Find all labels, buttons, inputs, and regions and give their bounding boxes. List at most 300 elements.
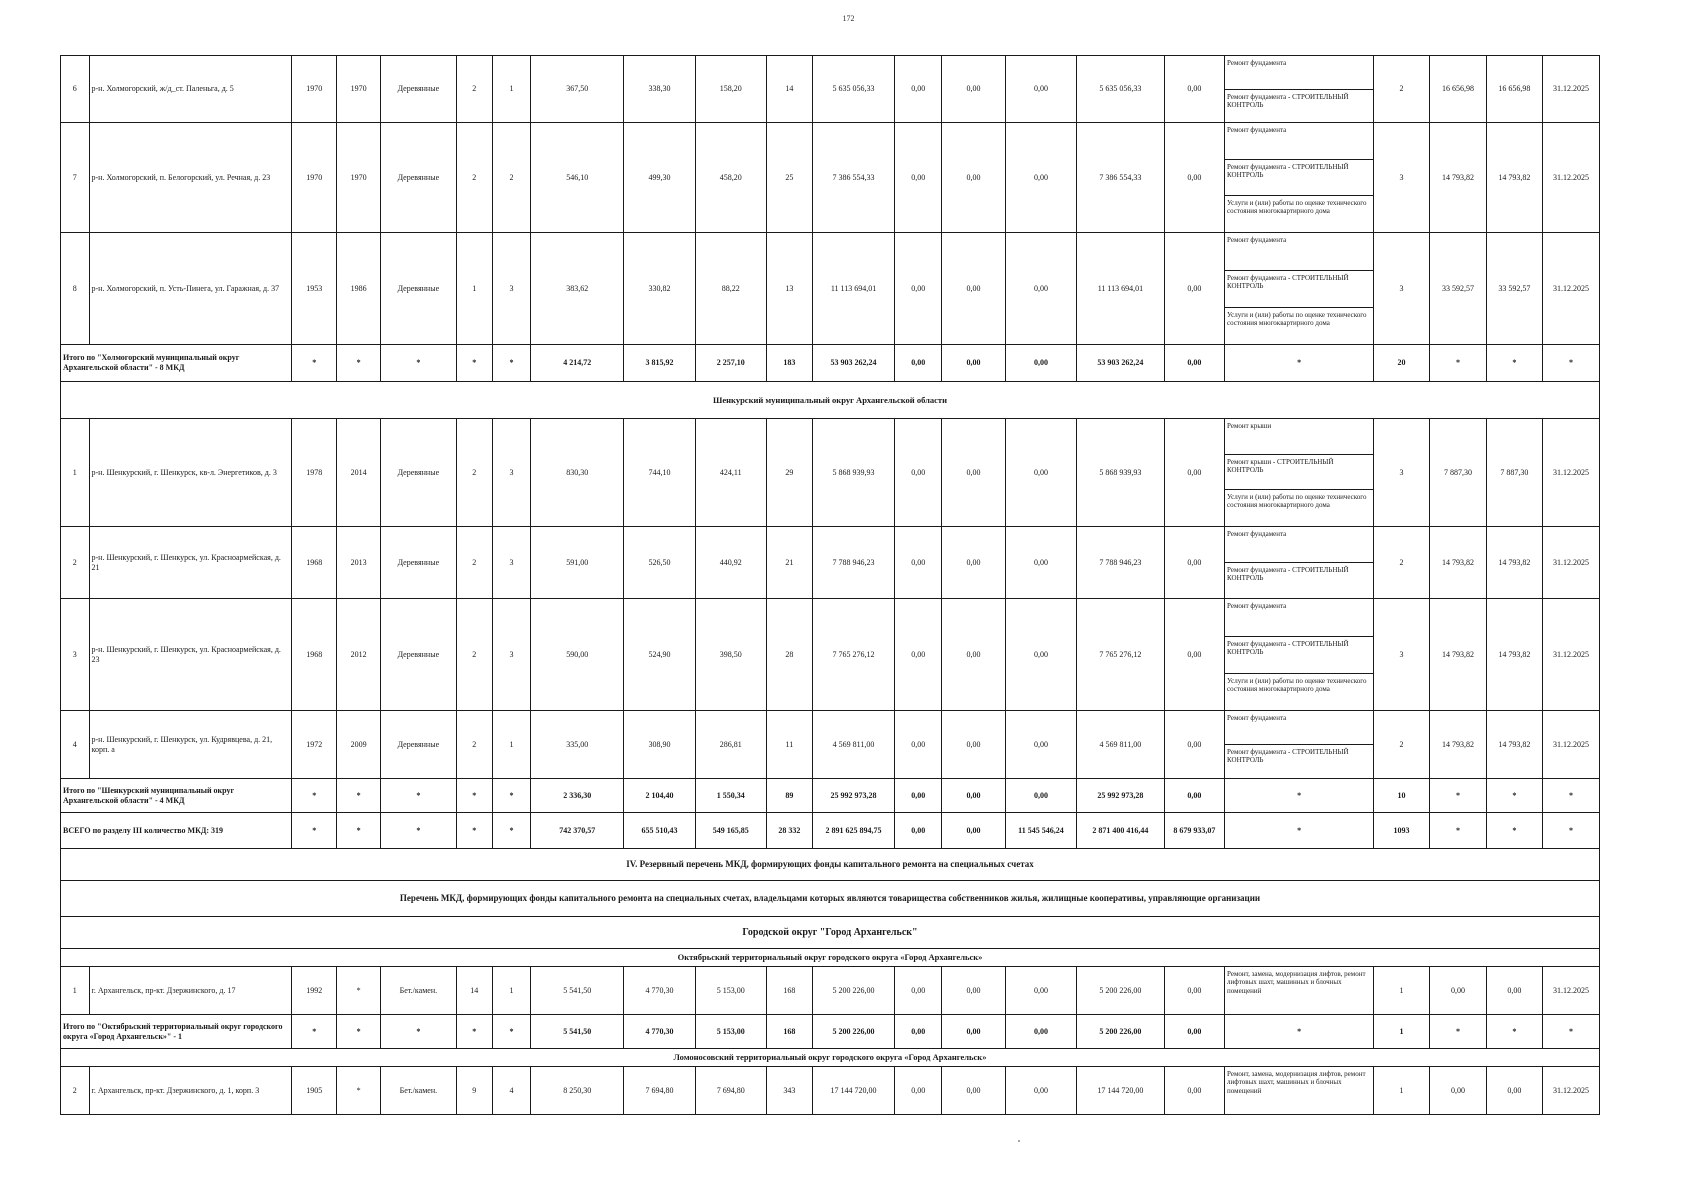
cell-date: 31.12.2025: [1542, 233, 1599, 345]
cell-star: *: [1542, 813, 1599, 849]
cell-f2: 0,00: [942, 56, 1006, 123]
cell-p1: 14 793,82: [1429, 711, 1486, 779]
cell-f5: 0,00: [1164, 233, 1224, 345]
cell-star: *: [492, 779, 530, 813]
cell-s2: 655 510,43: [624, 813, 695, 849]
cell-f1: 0,00: [895, 419, 942, 527]
cell-star: *: [292, 345, 337, 382]
work-item: Ремонт фундамента: [1227, 236, 1287, 244]
cell-cost: 5 635 056,33: [812, 56, 894, 123]
district-header-text: Октябрьский территориальный округ городского округа «Город Архангельск»: [61, 949, 1600, 967]
cell-f5: 8 679 933,07: [1164, 813, 1224, 849]
cell-s1: 5 541,50: [531, 967, 624, 1015]
cell-f2: 0,00: [942, 813, 1006, 849]
cell-n: 8: [61, 233, 90, 345]
cell-res: 168: [766, 1015, 812, 1049]
cell-res: 29: [766, 419, 812, 527]
cell-res: 168: [766, 967, 812, 1015]
cell-f2: 0,00: [942, 123, 1006, 233]
cell-star: *: [381, 779, 457, 813]
cell-cost: 5 200 226,00: [812, 1015, 894, 1049]
cell-p2: 16 656,98: [1486, 56, 1542, 123]
cell-f3: 0,00: [1005, 779, 1076, 813]
cell-p1: 16 656,98: [1429, 56, 1486, 123]
cell-p2: 14 793,82: [1486, 599, 1542, 711]
cell-en: 3: [492, 233, 530, 345]
cell-cnt: 3: [1374, 419, 1430, 527]
cell-s3: 458,20: [695, 123, 766, 233]
cell-f4: 7 788 946,23: [1077, 527, 1165, 599]
work-item: Ремонт фундамента - СТРОИТЕЛЬНЫЙ КОНТРОЛЬ: [1225, 159, 1373, 195]
cell-f3: 0,00: [1005, 599, 1076, 711]
work-item: Ремонт фундамента: [1227, 126, 1287, 134]
cell-s2: 308,90: [624, 711, 695, 779]
cell-star: *: [492, 1015, 530, 1049]
cell-mat: Деревянные: [381, 56, 457, 123]
cell-fl: 1: [456, 233, 492, 345]
cell-s1: 742 370,57: [531, 813, 624, 849]
cell-f1: 0,00: [895, 1067, 942, 1115]
total-label: Итого по "Октябрьский территориальный округ городского округа «Город Архангельск»" - 1: [61, 1015, 292, 1049]
cell-f5: 0,00: [1164, 711, 1224, 779]
cell-star: *: [337, 813, 381, 849]
cell-p1: 7 887,30: [1429, 419, 1486, 527]
table-row: [61, 711, 1600, 779]
cell-star: *: [1225, 813, 1374, 849]
cell-f5: 0,00: [1164, 527, 1224, 599]
work-item: Услуги и (или) работы по оценке технического состояния многоквартирного дома: [1225, 195, 1373, 231]
cell-res: 28: [766, 599, 812, 711]
cell-cnt: 10: [1374, 779, 1430, 813]
cell-n: 2: [61, 1067, 90, 1115]
cell-mat: Деревянные: [381, 599, 457, 711]
work-item: Ремонт фундамента: [1227, 602, 1287, 610]
cell-star: *: [1429, 1015, 1486, 1049]
cell-y2: 1970: [337, 123, 381, 233]
cell-f4: 11 113 694,01: [1077, 233, 1165, 345]
cell-s1: 591,00: [531, 527, 624, 599]
cell-cnt: 2: [1374, 56, 1430, 123]
cell-s2: 2 104,40: [624, 779, 695, 813]
cell-f4: 7 386 554,33: [1077, 123, 1165, 233]
cell-en: 1: [492, 711, 530, 779]
cell-f3: 0,00: [1005, 711, 1076, 779]
cell-star: *: [456, 779, 492, 813]
cell-en: 1: [492, 967, 530, 1015]
register-body: [61, 56, 1600, 1115]
cell-s3: 5 153,00: [695, 1015, 766, 1049]
group-header-text: Шенкурский муниципальный округ Архангельской области: [61, 382, 1600, 419]
cell-cnt: 3: [1374, 233, 1430, 345]
cell-cnt: 20: [1374, 345, 1430, 382]
work-item: Ремонт, замена, модернизация лифтов, ремонт лифтовых шахт, машинных и блочных помещений: [1227, 970, 1366, 995]
cell-cost: 25 992 973,28: [812, 779, 894, 813]
cell-cost: 5 868 939,93: [812, 419, 894, 527]
cell-star: *: [381, 813, 457, 849]
work-item: Ремонт фундамента - СТРОИТЕЛЬНЫЙ КОНТРОЛЬ: [1225, 744, 1373, 777]
cell-f1: 0,00: [895, 345, 942, 382]
cell-n: 3: [61, 599, 90, 711]
cell-mat: Бет./камен.: [381, 1067, 457, 1115]
cell-f3: 0,00: [1005, 233, 1076, 345]
cell-addr: р-н. Шенкурский, г. Шенкурск, кв-л. Энергетиков, д. 3: [89, 419, 292, 527]
cell-y2: *: [337, 1067, 381, 1115]
cell-date: 31.12.2025: [1542, 419, 1599, 527]
cell-fl: 2: [456, 56, 492, 123]
cell-star: *: [1225, 1015, 1374, 1049]
cell-cost: 2 891 625 894,75: [812, 813, 894, 849]
cell-star: *: [1486, 779, 1542, 813]
cell-f1: 0,00: [895, 56, 942, 123]
cell-n: 7: [61, 123, 90, 233]
cell-y2: 2013: [337, 527, 381, 599]
cell-date: 31.12.2025: [1542, 527, 1599, 599]
cell-s1: 5 541,50: [531, 1015, 624, 1049]
cell-s3: 158,20: [695, 56, 766, 123]
page-number: 172: [842, 14, 855, 23]
cell-y2: 1986: [337, 233, 381, 345]
total-label: ВСЕГО по разделу III количество МКД: 319: [61, 813, 292, 849]
cell-f4: 2 871 400 416,44: [1077, 813, 1165, 849]
cell-star: *: [1486, 1015, 1542, 1049]
table-row: [61, 967, 1600, 1015]
cell-cnt: 2: [1374, 711, 1430, 779]
table-row: [61, 123, 1600, 233]
cell-res: 13: [766, 233, 812, 345]
cell-y2: 2009: [337, 711, 381, 779]
cell-f2: 0,00: [942, 779, 1006, 813]
work-item: Ремонт фундамента - СТРОИТЕЛЬНЫЙ КОНТРОЛЬ: [1225, 636, 1373, 673]
cell-y2: 1970: [337, 56, 381, 123]
city-header-text: Городской округ "Город Архангельск": [61, 917, 1600, 949]
cell-f2: 0,00: [942, 711, 1006, 779]
cell-works: [1225, 527, 1374, 599]
cell-y1: 1978: [292, 419, 337, 527]
cell-y1: 1968: [292, 599, 337, 711]
cell-y1: 1968: [292, 527, 337, 599]
cell-s3: 440,92: [695, 527, 766, 599]
cell-s1: 830,30: [531, 419, 624, 527]
cell-f1: 0,00: [895, 779, 942, 813]
cell-en: 3: [492, 527, 530, 599]
cell-star: *: [492, 345, 530, 382]
cell-res: 25: [766, 123, 812, 233]
cell-cost: 5 200 226,00: [812, 967, 894, 1015]
cell-y1: 1953: [292, 233, 337, 345]
cell-n: 4: [61, 711, 90, 779]
cell-star: *: [292, 1015, 337, 1049]
cell-star: *: [492, 813, 530, 849]
cell-s1: 546,10: [531, 123, 624, 233]
cell-f5: 0,00: [1164, 419, 1224, 527]
cell-f1: 0,00: [895, 967, 942, 1015]
section-subtitle: [61, 881, 1600, 917]
cell-y1: 1992: [292, 967, 337, 1015]
cell-star: *: [456, 813, 492, 849]
work-item: Ремонт фундамента - СТРОИТЕЛЬНЫЙ КОНТРОЛЬ: [1225, 89, 1373, 122]
cell-p1: 0,00: [1429, 1067, 1486, 1115]
cell-star: *: [381, 1015, 457, 1049]
work-item: Услуги и (или) работы по оценке технического состояния многоквартирного дома: [1225, 673, 1373, 710]
cell-s1: 383,62: [531, 233, 624, 345]
cell-cost: 7 765 276,12: [812, 599, 894, 711]
cell-f4: 5 200 226,00: [1077, 967, 1165, 1015]
cell-star: *: [1429, 779, 1486, 813]
section-title-text: IV. Резервный перечень МКД, формирующих фонды капитального ремонта на специальных счетах: [61, 849, 1600, 881]
cell-mat: Деревянные: [381, 711, 457, 779]
cell-s1: 2 336,30: [531, 779, 624, 813]
cell-star: *: [292, 779, 337, 813]
cell-y2: *: [337, 967, 381, 1015]
cell-f4: 17 144 720,00: [1077, 1067, 1165, 1115]
cell-fl: 2: [456, 527, 492, 599]
cell-f4: 5 868 939,93: [1077, 419, 1165, 527]
cell-f4: 5 635 056,33: [1077, 56, 1165, 123]
district-header-text: Ломоносовский территориальный округ городского округа «Город Архангельск»: [61, 1049, 1600, 1067]
total-row: [61, 1015, 1600, 1049]
cell-date: 31.12.2025: [1542, 1067, 1599, 1115]
cell-s3: 398,50: [695, 599, 766, 711]
cell-addr: р-н. Шенкурский, г. Шенкурск, ул. Кудрявцева, д. 21, корп. а: [89, 711, 292, 779]
cell-f5: 0,00: [1164, 1067, 1224, 1115]
work-item: Ремонт фундамента: [1227, 714, 1287, 722]
cell-works: [1225, 123, 1374, 233]
section-subtitle-text: Перечень МКД, формирующих фонды капитального ремонта на специальных счетах, владельцами которых являются товарищества собственников жилья, жилищные кооперативы, управляющие организации: [61, 881, 1600, 917]
cell-f1: 0,00: [895, 527, 942, 599]
cell-en: 4: [492, 1067, 530, 1115]
work-item: Ремонт фундамента: [1227, 59, 1287, 67]
cell-en: 3: [492, 419, 530, 527]
cell-star: *: [337, 779, 381, 813]
cell-f2: 0,00: [942, 527, 1006, 599]
work-item: Ремонт фундамента - СТРОИТЕЛЬНЫЙ КОНТРОЛЬ: [1225, 562, 1373, 597]
cell-res: 21: [766, 527, 812, 599]
district-header: [61, 949, 1600, 967]
cell-star: *: [1542, 1015, 1599, 1049]
cell-f5: 0,00: [1164, 967, 1224, 1015]
cell-p2: 0,00: [1486, 967, 1542, 1015]
cell-f3: 0,00: [1005, 1067, 1076, 1115]
cell-f1: 0,00: [895, 813, 942, 849]
cell-works: [1225, 711, 1374, 779]
cell-cnt: 1: [1374, 967, 1430, 1015]
register-table: [60, 55, 1600, 1115]
cell-f2: 0,00: [942, 419, 1006, 527]
total-row: [61, 345, 1600, 382]
cell-en: 3: [492, 599, 530, 711]
cell-fl: 2: [456, 711, 492, 779]
cell-s2: 338,30: [624, 56, 695, 123]
cell-date: 31.12.2025: [1542, 711, 1599, 779]
cell-f2: 0,00: [942, 599, 1006, 711]
cell-f3: 0,00: [1005, 967, 1076, 1015]
cell-res: 343: [766, 1067, 812, 1115]
cell-s2: 524,90: [624, 599, 695, 711]
cell-mat: Бет./камен.: [381, 967, 457, 1015]
cell-cnt: 1093: [1374, 813, 1430, 849]
cell-f1: 0,00: [895, 123, 942, 233]
table-row: [61, 419, 1600, 527]
cell-p2: 14 793,82: [1486, 711, 1542, 779]
cell-cost: 7 386 554,33: [812, 123, 894, 233]
cell-f4: 7 765 276,12: [1077, 599, 1165, 711]
cell-s2: 744,10: [624, 419, 695, 527]
cell-addr: р-н. Шенкурский, г. Шенкурск, ул. Красноармейская, д. 23: [89, 599, 292, 711]
cell-addr: г. Архангельск, пр-кт. Дзержинского, д. 1, корп. 3: [89, 1067, 292, 1115]
cell-y1: 1970: [292, 123, 337, 233]
cell-p1: 14 793,82: [1429, 527, 1486, 599]
total-row: [61, 779, 1600, 813]
cell-s1: 590,00: [531, 599, 624, 711]
cell-s3: 5 153,00: [695, 967, 766, 1015]
cell-n: 1: [61, 419, 90, 527]
cell-date: 31.12.2025: [1542, 56, 1599, 123]
cell-works: [1225, 419, 1374, 527]
cell-s1: 8 250,30: [531, 1067, 624, 1115]
cell-cnt: 2: [1374, 527, 1430, 599]
cell-addr: р-н. Холмогорский, ж/д_ст. Паленьга, д. 5: [89, 56, 292, 123]
cell-s2: 4 770,30: [624, 967, 695, 1015]
cell-cnt: 1: [1374, 1015, 1430, 1049]
cell-f5: 0,00: [1164, 56, 1224, 123]
cell-f4: 53 903 262,24: [1077, 345, 1165, 382]
cell-star: *: [1486, 345, 1542, 382]
cell-works: [1225, 599, 1374, 711]
cell-star: *: [337, 345, 381, 382]
cell-f4: 5 200 226,00: [1077, 1015, 1165, 1049]
cell-cost: 53 903 262,24: [812, 345, 894, 382]
cell-works: [1225, 56, 1374, 123]
cell-fl: 2: [456, 599, 492, 711]
cell-res: 183: [766, 345, 812, 382]
cell-p2: 7 887,30: [1486, 419, 1542, 527]
cell-star: *: [1225, 779, 1374, 813]
cell-cnt: 3: [1374, 123, 1430, 233]
cell-addr: г. Архангельск, пр-кт. Дзержинского, д. 17: [89, 967, 292, 1015]
cell-mat: Деревянные: [381, 233, 457, 345]
cell-p2: 14 793,82: [1486, 123, 1542, 233]
cell-works: [1225, 1067, 1374, 1115]
cell-works: [1225, 233, 1374, 345]
city-header: [61, 917, 1600, 949]
cell-p1: 14 793,82: [1429, 599, 1486, 711]
cell-s1: 367,50: [531, 56, 624, 123]
cell-f3: 0,00: [1005, 1015, 1076, 1049]
section-title: [61, 849, 1600, 881]
table-row: [61, 599, 1600, 711]
cell-f1: 0,00: [895, 1015, 942, 1049]
work-item: Ремонт фундамента: [1227, 530, 1287, 538]
cell-cost: 7 788 946,23: [812, 527, 894, 599]
cell-mat: Деревянные: [381, 123, 457, 233]
cell-y1: 1970: [292, 56, 337, 123]
total-label: Итого по "Холмогорский муниципальный округ Архангельской области" - 8 МКД: [61, 345, 292, 382]
cell-res: 14: [766, 56, 812, 123]
table-row: [61, 56, 1600, 123]
cell-n: 6: [61, 56, 90, 123]
work-item: Услуги и (или) работы по оценке технического состояния многоквартирного дома: [1225, 307, 1373, 344]
cell-y2: 2014: [337, 419, 381, 527]
cell-res: 28 332: [766, 813, 812, 849]
cell-s2: 4 770,30: [624, 1015, 695, 1049]
cell-s3: 88,22: [695, 233, 766, 345]
cell-addr: р-н. Холмогорский, п. Усть-Пинега, ул. Гаражная, д. 37: [89, 233, 292, 345]
cell-star: *: [456, 1015, 492, 1049]
district-header: [61, 1049, 1600, 1067]
cell-cnt: 1: [1374, 1067, 1430, 1115]
cell-s3: 286,81: [695, 711, 766, 779]
cell-y1: 1972: [292, 711, 337, 779]
cell-res: 89: [766, 779, 812, 813]
cell-f5: 0,00: [1164, 599, 1224, 711]
cell-fl: 9: [456, 1067, 492, 1115]
cell-s2: 526,50: [624, 527, 695, 599]
cell-f5: 0,00: [1164, 1015, 1224, 1049]
cell-mat: Деревянные: [381, 527, 457, 599]
cell-y1: 1905: [292, 1067, 337, 1115]
work-item: Ремонт, замена, модернизация лифтов, ремонт лифтовых шахт, машинных и блочных помещений: [1227, 1070, 1366, 1095]
cell-star: *: [381, 345, 457, 382]
cell-f3: 11 545 546,24: [1005, 813, 1076, 849]
cell-star: *: [1542, 345, 1599, 382]
cell-s2: 499,30: [624, 123, 695, 233]
cell-s1: 335,00: [531, 711, 624, 779]
cell-n: 2: [61, 527, 90, 599]
cell-f3: 0,00: [1005, 123, 1076, 233]
cell-mat: Деревянные: [381, 419, 457, 527]
cell-f3: 0,00: [1005, 419, 1076, 527]
cell-fl: 2: [456, 123, 492, 233]
cell-p1: 14 793,82: [1429, 123, 1486, 233]
cell-f3: 0,00: [1005, 56, 1076, 123]
cell-f4: 25 992 973,28: [1077, 779, 1165, 813]
cell-s3: 2 257,10: [695, 345, 766, 382]
cell-date: 31.12.2025: [1542, 123, 1599, 233]
cell-p2: 33 592,57: [1486, 233, 1542, 345]
cell-fl: 2: [456, 419, 492, 527]
cell-res: 11: [766, 711, 812, 779]
cell-p1: 33 592,57: [1429, 233, 1486, 345]
cell-s1: 4 214,72: [531, 345, 624, 382]
cell-f1: 0,00: [895, 711, 942, 779]
cell-star: *: [337, 1015, 381, 1049]
table-row: [61, 233, 1600, 345]
cell-f2: 0,00: [942, 1067, 1006, 1115]
cell-star: *: [1542, 779, 1599, 813]
cell-f1: 0,00: [895, 599, 942, 711]
work-item: Услуги и (или) работы по оценке технического состояния многоквартирного дома: [1225, 489, 1373, 524]
cell-s3: 549 165,85: [695, 813, 766, 849]
work-item: Ремонт крыши - СТРОИТЕЛЬНЫЙ КОНТРОЛЬ: [1225, 454, 1373, 489]
cell-f1: 0,00: [895, 233, 942, 345]
cell-addr: р-н. Холмогорский, п. Белогорский, ул. Речная, д. 23: [89, 123, 292, 233]
cell-n: 1: [61, 967, 90, 1015]
cell-en: 1: [492, 56, 530, 123]
cell-s2: 3 815,92: [624, 345, 695, 382]
work-item: Ремонт крыши: [1227, 422, 1272, 430]
cell-works: [1225, 967, 1374, 1015]
cell-cnt: 3: [1374, 599, 1430, 711]
cell-f5: 0,00: [1164, 123, 1224, 233]
cell-date: 31.12.2025: [1542, 599, 1599, 711]
cell-f2: 0,00: [942, 1015, 1006, 1049]
cell-p2: 14 793,82: [1486, 527, 1542, 599]
total-row: [61, 813, 1600, 849]
cell-star: *: [292, 813, 337, 849]
cell-star: *: [1429, 345, 1486, 382]
cell-f2: 0,00: [942, 345, 1006, 382]
cell-s2: 7 694,80: [624, 1067, 695, 1115]
